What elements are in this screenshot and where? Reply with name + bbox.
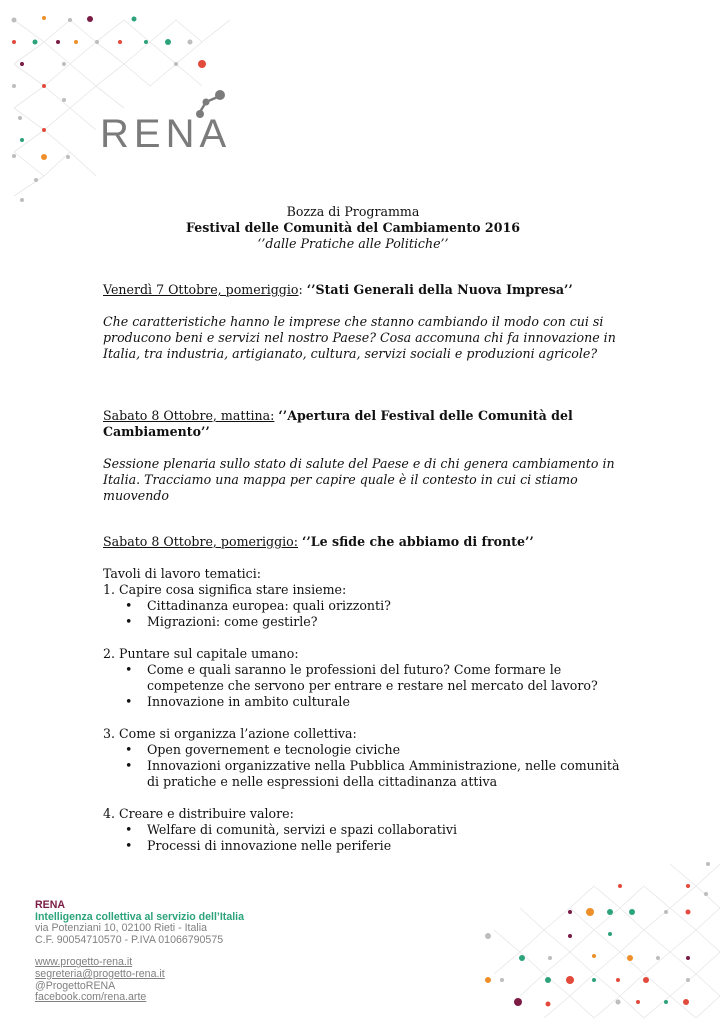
section-3-date: Sabato 8 Ottobre, pomeriggio: — [103, 534, 299, 549]
header-title: Festival delle Comunità del Cambiamento 2016 — [186, 220, 520, 235]
deco-dot — [34, 178, 38, 182]
deco-dot — [616, 1000, 621, 1005]
group-heading: 1. Capire cosa significa stare insieme: — [103, 582, 347, 597]
section-3-name: ‘’Le sfide che abbiamo di fronte’’ — [302, 534, 534, 549]
deco-dot — [592, 954, 596, 958]
list-item: • Come e quali saranno le professioni del futuro? Come formare le competenze che servono per entrare e restare nel mercato del lavoro? — [103, 662, 623, 694]
work-tables — [103, 566, 623, 854]
deco-dot — [62, 62, 66, 66]
section-2-name: ‘’Apertura del Festival delle Comunità del Cambiamento’’ — [103, 408, 573, 439]
deco-dot — [629, 909, 635, 915]
footer-website-link[interactable]: www.progetto-rena.it — [35, 956, 133, 969]
deco-dot — [12, 40, 16, 44]
table-group-3 — [103, 726, 623, 790]
section-1-sep: : — [298, 282, 307, 297]
deco-dot — [546, 1002, 551, 1007]
footer-org-name: RENA — [35, 899, 66, 911]
deco-dot — [636, 1000, 640, 1004]
list-item: • Welfare di comunità, servizi e spazi collaborativi — [103, 822, 623, 838]
list-item: • Migrazioni: come gestirle? — [103, 614, 623, 630]
section-1-title — [103, 282, 623, 298]
deco-dot — [12, 154, 16, 158]
deco-dot — [42, 84, 46, 88]
list-item: • Open governement e tecnologie civiche — [103, 742, 623, 758]
document-header — [103, 204, 603, 252]
group-heading: 3. Come si organizza l’azione collettiva: — [103, 726, 357, 741]
programme-document — [103, 204, 623, 854]
deco-dot — [118, 40, 122, 44]
table-group-4 — [103, 806, 623, 854]
deco-dot — [42, 16, 46, 20]
group-heading: 2. Puntare sul capitale umano: — [103, 646, 299, 661]
list-item: • Innovazione in ambito culturale — [103, 694, 623, 710]
rena-logo — [100, 88, 230, 158]
deco-dot — [686, 884, 690, 888]
deco-dot — [545, 977, 551, 983]
deco-dot — [686, 978, 690, 982]
deco-dot — [664, 1000, 668, 1004]
deco-dot — [686, 910, 691, 915]
tables-intro: Tavoli di lavoro tematici: — [103, 566, 261, 581]
deco-dot — [485, 933, 491, 939]
deco-dot — [627, 955, 633, 961]
deco-dot — [42, 128, 46, 132]
table-group-1 — [103, 582, 623, 630]
deco-dot — [12, 84, 16, 88]
deco-dot — [548, 956, 552, 960]
deco-dot — [568, 934, 572, 938]
deco-dot — [87, 16, 93, 22]
section-2-title — [103, 408, 623, 440]
deco-dot — [683, 999, 689, 1005]
deco-dot — [174, 62, 178, 66]
deco-dot — [656, 956, 660, 960]
deco-dot — [74, 40, 78, 44]
section-3-title — [103, 534, 623, 550]
deco-dot — [33, 40, 38, 45]
deco-dot — [188, 40, 193, 45]
deco-dot — [198, 60, 206, 68]
decorative-network-bottom — [470, 850, 724, 1024]
section-2-description: Sessione plenaria sullo stato di salute del Paese e di chi genera cambiamento in Italia. Tracciamo una mappa per capire quale è il contesto in cui ci stiamo muovendo — [103, 456, 615, 503]
deco-dot — [66, 155, 70, 159]
table-group-2 — [103, 646, 623, 710]
deco-dot — [686, 956, 690, 960]
deco-dot — [704, 892, 708, 896]
deco-dot — [20, 62, 24, 66]
deco-dot — [68, 18, 72, 22]
deco-dot — [706, 862, 710, 866]
deco-dot — [608, 932, 612, 936]
group-heading: 4. Creare e distribuire valore: — [103, 806, 294, 821]
deco-dot — [18, 116, 22, 120]
footer — [35, 900, 244, 1004]
deco-dot — [20, 138, 24, 142]
deco-dot — [41, 154, 47, 160]
deco-dot — [144, 40, 148, 44]
section-1-date: Venerdì 7 Ottobre, pomeriggio — [103, 282, 299, 297]
section-1-description: Che caratteristiche hanno le imprese che stanno cambiando il modo con cui si producono beni e servizi nel nostro Paese? Cosa accomuna chi fa innovazione in Italia, tra industria, artigianato, cultura, servizi sociali e produzioni agricole? — [103, 314, 616, 361]
section-1-name: ‘’Stati Generali della Nuova Impresa’’ — [306, 282, 573, 297]
deco-dot — [500, 978, 504, 982]
deco-dot — [618, 884, 622, 888]
deco-dot — [165, 39, 171, 45]
footer-fiscal-codes: C.F. 90054710570 - P.IVA 01066790575 — [35, 933, 224, 946]
deco-dot — [514, 998, 522, 1006]
deco-dot — [568, 910, 572, 914]
deco-dot — [95, 40, 99, 44]
deco-dot — [485, 977, 491, 983]
deco-dot — [519, 955, 525, 961]
header-subtitle: ‘’dalle Pratiche alle Politiche’’ — [257, 236, 449, 251]
list-item: • Innovazioni organizzative nella Pubblica Amministrazione, nelle comunità di pratiche e nelle espressioni della cittadinanza attiva — [103, 758, 623, 790]
deco-dot — [607, 909, 613, 915]
footer-facebook-link[interactable]: facebook.com/rena.arte — [35, 991, 147, 1004]
deco-dot — [12, 18, 17, 23]
footer-twitter-handle: @ProgettoRENA — [35, 979, 116, 992]
deco-dot — [56, 40, 60, 44]
deco-dot — [592, 978, 596, 982]
section-2-date: Sabato 8 Ottobre, mattina: — [103, 408, 275, 423]
deco-dot — [62, 98, 66, 102]
deco-dot — [586, 908, 594, 916]
deco-dot — [566, 976, 574, 984]
footer-tagline: Intelligenza collettiva al servizio dell’Italia — [35, 910, 245, 923]
header-line-1: Bozza di Programma — [286, 204, 420, 219]
deco-dot — [20, 198, 24, 202]
deco-dot — [616, 978, 620, 982]
footer-email-link[interactable]: segreteria@progetto-rena.it — [35, 967, 165, 980]
logo-text: RENA — [100, 112, 232, 156]
deco-dot — [132, 17, 137, 22]
deco-dot — [664, 910, 668, 914]
deco-dot — [643, 977, 649, 983]
footer-address: via Potenziani 10, 02100 Rieti - Italia — [35, 922, 207, 935]
list-item: • Cittadinanza europea: quali orizzonti? — [103, 598, 623, 614]
list-item: • Processi di innovazione nelle periferie — [103, 838, 623, 854]
